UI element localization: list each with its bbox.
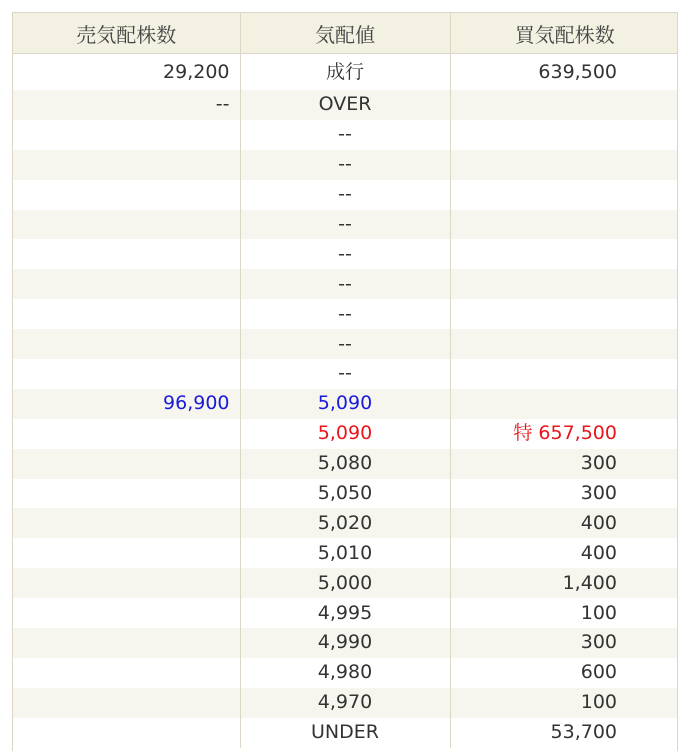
quote-price-cell: 5,000 [240, 568, 450, 598]
buy-quantity-cell [450, 359, 678, 389]
buy-quantity-cell: 特 657,500 [450, 419, 678, 449]
order-book-row [13, 598, 678, 628]
sell-quantity-cell [13, 568, 240, 598]
quote-price-cell: 成行 [240, 54, 450, 91]
order-book-table [13, 13, 678, 748]
order-book-row [13, 54, 678, 91]
buy-quantity-cell [450, 180, 678, 210]
sell-quantity-cell: -- [13, 90, 240, 120]
buy-quantity-cell [450, 329, 678, 359]
buy-quantity-cell: 400 [450, 508, 678, 538]
order-book-row [13, 329, 678, 359]
buy-quantity-cell [450, 90, 678, 120]
sell-quantity-cell [13, 419, 240, 449]
order-book-row [13, 359, 678, 389]
sell-quantity-cell [13, 120, 240, 150]
order-book-row [13, 568, 678, 598]
buy-quantity-cell: 100 [450, 598, 678, 628]
buy-quantity-cell: 400 [450, 538, 678, 568]
buy-quantity-cell [450, 269, 678, 299]
quote-price-cell: 4,980 [240, 658, 450, 688]
sell-quantity-cell [13, 449, 240, 479]
buy-quantity-cell [450, 299, 678, 329]
sell-quantity-cell [13, 180, 240, 210]
sell-quantity-cell [13, 359, 240, 389]
sell-quantity-cell: 29,200 [13, 54, 240, 91]
sell-quantity-cell [13, 210, 240, 240]
quote-price-cell: -- [240, 239, 450, 269]
quote-price-cell: -- [240, 359, 450, 389]
buy-quantity-cell [450, 150, 678, 180]
quote-price-cell: OVER [240, 90, 450, 120]
header-row [13, 13, 678, 54]
sell-quantity-cell [13, 239, 240, 269]
buy-quantity-cell: 1,400 [450, 568, 678, 598]
buy-quantity-header: 買気配株数 [450, 13, 678, 54]
quote-price-cell: 4,995 [240, 598, 450, 628]
quote-price-cell: -- [240, 180, 450, 210]
buy-quantity-cell: 100 [450, 688, 678, 718]
sell-quantity-cell: 96,900 [13, 389, 240, 419]
buy-quantity-cell: 300 [450, 628, 678, 658]
order-book-row [13, 479, 678, 509]
sell-quantity-cell [13, 688, 240, 718]
quote-price-cell: 4,970 [240, 688, 450, 718]
quote-price-cell: 4,990 [240, 628, 450, 658]
order-book-row [13, 210, 678, 240]
sell-quantity-cell [13, 329, 240, 359]
buy-quantity-cell: 300 [450, 479, 678, 509]
order-book-row [13, 628, 678, 658]
sell-quantity-cell [13, 658, 240, 688]
quote-price-cell: 5,090 [240, 389, 450, 419]
order-book-row [13, 658, 678, 688]
buy-quantity-cell: 300 [450, 449, 678, 479]
sell-quantity-cell [13, 150, 240, 180]
order-book-row [13, 419, 678, 449]
order-book-board [12, 12, 678, 751]
quote-price-cell: -- [240, 150, 450, 180]
order-book-row [13, 239, 678, 269]
order-book-row [13, 449, 678, 479]
order-book-row [13, 150, 678, 180]
order-book-row [13, 718, 678, 748]
quote-price-cell: UNDER [240, 718, 450, 748]
quote-price-cell: -- [240, 299, 450, 329]
buy-quantity-cell: 639,500 [450, 54, 678, 91]
quote-price-cell: -- [240, 269, 450, 299]
sell-quantity-cell [13, 598, 240, 628]
buy-quantity-cell [450, 389, 678, 419]
quote-price-cell: 5,010 [240, 538, 450, 568]
order-book-row [13, 269, 678, 299]
order-book-row [13, 299, 678, 329]
buy-quantity-cell [450, 120, 678, 150]
sell-quantity-header: 売気配株数 [13, 13, 240, 54]
buy-quantity-cell [450, 210, 678, 240]
quote-price-cell: -- [240, 120, 450, 150]
order-book-row [13, 688, 678, 718]
buy-quantity-cell [450, 239, 678, 269]
sell-quantity-cell [13, 269, 240, 299]
quote-price-header: 気配値 [240, 13, 450, 54]
order-book-row [13, 90, 678, 120]
quote-price-cell: 5,020 [240, 508, 450, 538]
sell-quantity-cell [13, 299, 240, 329]
order-book-row [13, 508, 678, 538]
sell-quantity-cell [13, 628, 240, 658]
order-book-rows [13, 54, 678, 748]
sell-quantity-cell [13, 508, 240, 538]
quote-price-cell: -- [240, 210, 450, 240]
sell-quantity-cell [13, 479, 240, 509]
order-book-row [13, 180, 678, 210]
quote-price-cell: -- [240, 329, 450, 359]
quote-price-cell: 5,090 [240, 419, 450, 449]
sell-quantity-cell [13, 718, 240, 748]
order-book-row [13, 389, 678, 419]
sell-quantity-cell [13, 538, 240, 568]
quote-price-cell: 5,080 [240, 449, 450, 479]
order-book-row [13, 538, 678, 568]
order-book-row [13, 120, 678, 150]
buy-quantity-cell: 53,700 [450, 718, 678, 748]
quote-price-cell: 5,050 [240, 479, 450, 509]
buy-quantity-cell: 600 [450, 658, 678, 688]
